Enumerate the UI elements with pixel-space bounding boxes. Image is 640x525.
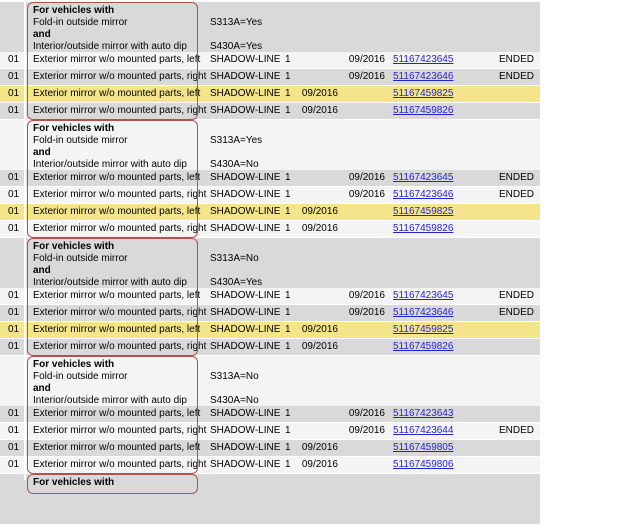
quantity-cell: 1	[285, 324, 291, 335]
conjunction-line	[0, 147, 540, 159]
part-number-link[interactable]: 51167459805	[393, 442, 454, 453]
header-title: For vehicles with	[33, 5, 115, 16]
vehicle-condition-header	[0, 356, 540, 406]
quantity-cell: 1	[285, 206, 291, 217]
position-cell: 01	[8, 459, 20, 470]
header-title: For vehicles with	[33, 477, 115, 488]
series-cell: SHADOW-LINE	[210, 206, 281, 217]
part-number-link[interactable]: 51167459825	[393, 88, 454, 99]
part-number-link[interactable]: 51167423646	[393, 71, 454, 82]
series-cell: SHADOW-LINE	[210, 105, 281, 116]
condition-2-value: S430A=Yes	[210, 277, 263, 288]
conjunction-label: and	[33, 147, 51, 158]
part-number-link[interactable]: 51167423643	[393, 408, 454, 419]
header-title: For vehicles with	[33, 123, 115, 134]
status-cell: ENDED	[498, 425, 534, 436]
quantity-cell: 1	[285, 105, 291, 116]
status-cell: ENDED	[498, 290, 534, 301]
quantity-cell: 1	[285, 88, 291, 99]
conjunction-line	[0, 265, 540, 277]
date-to-cell: 09/2016	[348, 408, 385, 419]
position-cell: 01	[8, 223, 20, 234]
condition-2-label: Interior/outside mirror with auto dip	[33, 277, 187, 288]
vehicle-variant-group	[0, 2, 540, 120]
quantity-cell: 1	[285, 71, 291, 82]
part-number-link[interactable]: 51167459826	[393, 223, 454, 234]
description-cell: Exterior mirror w/o mounted parts, right	[33, 71, 207, 82]
part-row[interactable]	[0, 103, 540, 120]
header-title-line	[0, 359, 540, 371]
part-number-link[interactable]: 51167459825	[393, 324, 454, 335]
description-cell: Exterior mirror w/o mounted parts, left	[33, 206, 201, 217]
header-title-line	[0, 477, 540, 489]
date-to-cell: 09/2016	[348, 54, 385, 65]
date-from-cell: 09/2016	[301, 442, 338, 453]
date-from-cell: 09/2016	[301, 341, 338, 352]
quantity-cell: 1	[285, 172, 291, 183]
part-row[interactable]	[0, 221, 540, 238]
status-cell: ENDED	[498, 54, 534, 65]
position-cell: 01	[8, 71, 20, 82]
series-cell: SHADOW-LINE	[210, 290, 281, 301]
condition-1-value: S313A=No	[210, 253, 259, 264]
part-row[interactable]	[0, 204, 540, 221]
part-number-link[interactable]: 51167459825	[393, 206, 454, 217]
conjunction-line	[0, 383, 540, 395]
series-cell: SHADOW-LINE	[210, 88, 281, 99]
date-from-cell: 09/2016	[301, 459, 338, 470]
condition-2-value: S430A=No	[210, 159, 259, 170]
condition-2-value: S430A=No	[210, 395, 259, 406]
header-title-line	[0, 5, 540, 17]
quantity-cell: 1	[285, 459, 291, 470]
condition-1-value: S313A=Yes	[210, 135, 263, 146]
group-rows	[0, 406, 540, 474]
condition-1-label: Fold-in outside mirror	[33, 17, 128, 28]
date-to-cell: 09/2016	[348, 425, 385, 436]
quantity-cell: 1	[285, 307, 291, 318]
part-number-link[interactable]: 51167459806	[393, 459, 454, 470]
condition-2-label: Interior/outside mirror with auto dip	[33, 41, 187, 52]
position-cell: 01	[8, 105, 20, 116]
group-rows	[0, 288, 540, 356]
position-cell: 01	[8, 54, 20, 65]
series-cell: SHADOW-LINE	[210, 408, 281, 419]
status-cell: ENDED	[498, 307, 534, 318]
series-cell: SHADOW-LINE	[210, 307, 281, 318]
series-cell: SHADOW-LINE	[210, 459, 281, 470]
description-cell: Exterior mirror w/o mounted parts, left	[33, 172, 201, 183]
position-cell: 01	[8, 425, 20, 436]
description-cell: Exterior mirror w/o mounted parts, right	[33, 459, 207, 470]
part-row[interactable]	[0, 423, 540, 440]
description-cell: Exterior mirror w/o mounted parts, right	[33, 223, 207, 234]
description-cell: Exterior mirror w/o mounted parts, right	[33, 307, 207, 318]
description-cell: Exterior mirror w/o mounted parts, left	[33, 290, 201, 301]
condition-line-1	[0, 371, 540, 383]
part-row[interactable]	[0, 86, 540, 103]
header-title-line	[0, 241, 540, 253]
date-to-cell: 09/2016	[348, 189, 385, 200]
date-from-cell: 09/2016	[301, 105, 338, 116]
header-title: For vehicles with	[33, 359, 115, 370]
quantity-cell: 1	[285, 223, 291, 234]
quantity-cell: 1	[285, 54, 291, 65]
vehicle-variant-group	[0, 238, 540, 356]
condition-line-1	[0, 489, 540, 501]
vehicle-variant-group	[0, 474, 540, 488]
quantity-cell: 1	[285, 425, 291, 436]
condition-line-2	[0, 513, 540, 525]
condition-2-value: S430A=Yes	[210, 41, 263, 52]
condition-1-label: Fold-in outside mirror	[33, 135, 128, 146]
description-cell: Exterior mirror w/o mounted parts, left	[33, 442, 201, 453]
position-cell: 01	[8, 172, 20, 183]
description-cell: Exterior mirror w/o mounted parts, right	[33, 189, 207, 200]
part-number-link[interactable]: 51167459826	[393, 105, 454, 116]
condition-1-label: Fold-in outside mirror	[33, 371, 128, 382]
date-from-cell: 09/2016	[301, 324, 338, 335]
header-title-line	[0, 123, 540, 135]
part-number-link[interactable]: 51167423645	[393, 172, 454, 183]
description-cell: Exterior mirror w/o mounted parts, left	[33, 54, 201, 65]
part-row[interactable]	[0, 52, 540, 69]
date-to-cell: 09/2016	[348, 71, 385, 82]
part-row[interactable]	[0, 170, 540, 187]
conjunction-label: and	[33, 265, 51, 276]
position-cell: 01	[8, 408, 20, 419]
condition-1-value: S313A=Yes	[210, 17, 263, 28]
condition-line-1	[0, 17, 540, 29]
part-number-link[interactable]: 51167423644	[393, 425, 454, 436]
part-number-link[interactable]: 51167459826	[393, 341, 454, 352]
position-cell: 01	[8, 290, 20, 301]
condition-1-value: S313A=No	[210, 371, 259, 382]
vehicle-variant-group	[0, 120, 540, 238]
parts-table	[0, 2, 540, 488]
position-cell: 01	[8, 206, 20, 217]
vehicle-condition-header	[0, 238, 540, 288]
conjunction-label: and	[33, 29, 51, 40]
date-from-cell: 09/2016	[301, 206, 338, 217]
date-from-cell: 09/2016	[301, 223, 338, 234]
date-to-cell: 09/2016	[348, 290, 385, 301]
quantity-cell: 1	[285, 189, 291, 200]
quantity-cell: 1	[285, 442, 291, 453]
description-cell: Exterior mirror w/o mounted parts, left	[33, 408, 201, 419]
description-cell: Exterior mirror w/o mounted parts, right	[33, 105, 207, 116]
series-cell: SHADOW-LINE	[210, 341, 281, 352]
vehicle-condition-header	[0, 2, 540, 52]
part-row[interactable]	[0, 305, 540, 322]
part-row[interactable]	[0, 406, 540, 423]
status-cell: ENDED	[498, 172, 534, 183]
date-from-cell: 09/2016	[301, 88, 338, 99]
part-row[interactable]	[0, 69, 540, 86]
series-cell: SHADOW-LINE	[210, 442, 281, 453]
conjunction-label: and	[33, 383, 51, 394]
vehicle-condition-header	[0, 474, 540, 524]
series-cell: SHADOW-LINE	[210, 425, 281, 436]
series-cell: SHADOW-LINE	[210, 223, 281, 234]
part-number-link[interactable]: 51167423646	[393, 307, 454, 318]
vehicle-variant-group	[0, 356, 540, 474]
series-cell: SHADOW-LINE	[210, 71, 281, 82]
series-cell: SHADOW-LINE	[210, 189, 281, 200]
condition-1-label: Fold-in outside mirror	[33, 253, 128, 264]
part-row[interactable]	[0, 187, 540, 204]
position-cell: 01	[8, 189, 20, 200]
conjunction-line	[0, 29, 540, 41]
part-number-link[interactable]: 51167423645	[393, 54, 454, 65]
description-cell: Exterior mirror w/o mounted parts, right	[33, 341, 207, 352]
part-number-link[interactable]: 51167423645	[393, 290, 454, 301]
part-row[interactable]	[0, 322, 540, 339]
series-cell: SHADOW-LINE	[210, 54, 281, 65]
vehicle-condition-header	[0, 120, 540, 170]
position-cell: 01	[8, 341, 20, 352]
series-cell: SHADOW-LINE	[210, 324, 281, 335]
quantity-cell: 1	[285, 290, 291, 301]
part-row[interactable]	[0, 457, 540, 474]
position-cell: 01	[8, 307, 20, 318]
date-to-cell: 09/2016	[348, 307, 385, 318]
status-cell: ENDED	[498, 71, 534, 82]
group-rows	[0, 170, 540, 238]
series-cell: SHADOW-LINE	[210, 172, 281, 183]
quantity-cell: 1	[285, 341, 291, 352]
position-cell: 01	[8, 442, 20, 453]
description-cell: Exterior mirror w/o mounted parts, left	[33, 324, 201, 335]
part-row[interactable]	[0, 440, 540, 457]
condition-2-label: Interior/outside mirror with auto dip	[33, 395, 187, 406]
position-cell: 01	[8, 324, 20, 335]
description-cell: Exterior mirror w/o mounted parts, left	[33, 88, 201, 99]
status-cell: ENDED	[498, 189, 534, 200]
conjunction-line	[0, 501, 540, 513]
condition-line-1	[0, 253, 540, 265]
condition-2-label: Interior/outside mirror with auto dip	[33, 159, 187, 170]
group-rows	[0, 52, 540, 120]
condition-line-1	[0, 135, 540, 147]
description-cell: Exterior mirror w/o mounted parts, right	[33, 425, 207, 436]
part-row[interactable]	[0, 339, 540, 356]
quantity-cell: 1	[285, 408, 291, 419]
position-cell: 01	[8, 88, 20, 99]
part-row[interactable]	[0, 288, 540, 305]
date-to-cell: 09/2016	[348, 172, 385, 183]
part-number-link[interactable]: 51167423646	[393, 189, 454, 200]
header-title: For vehicles with	[33, 241, 115, 252]
